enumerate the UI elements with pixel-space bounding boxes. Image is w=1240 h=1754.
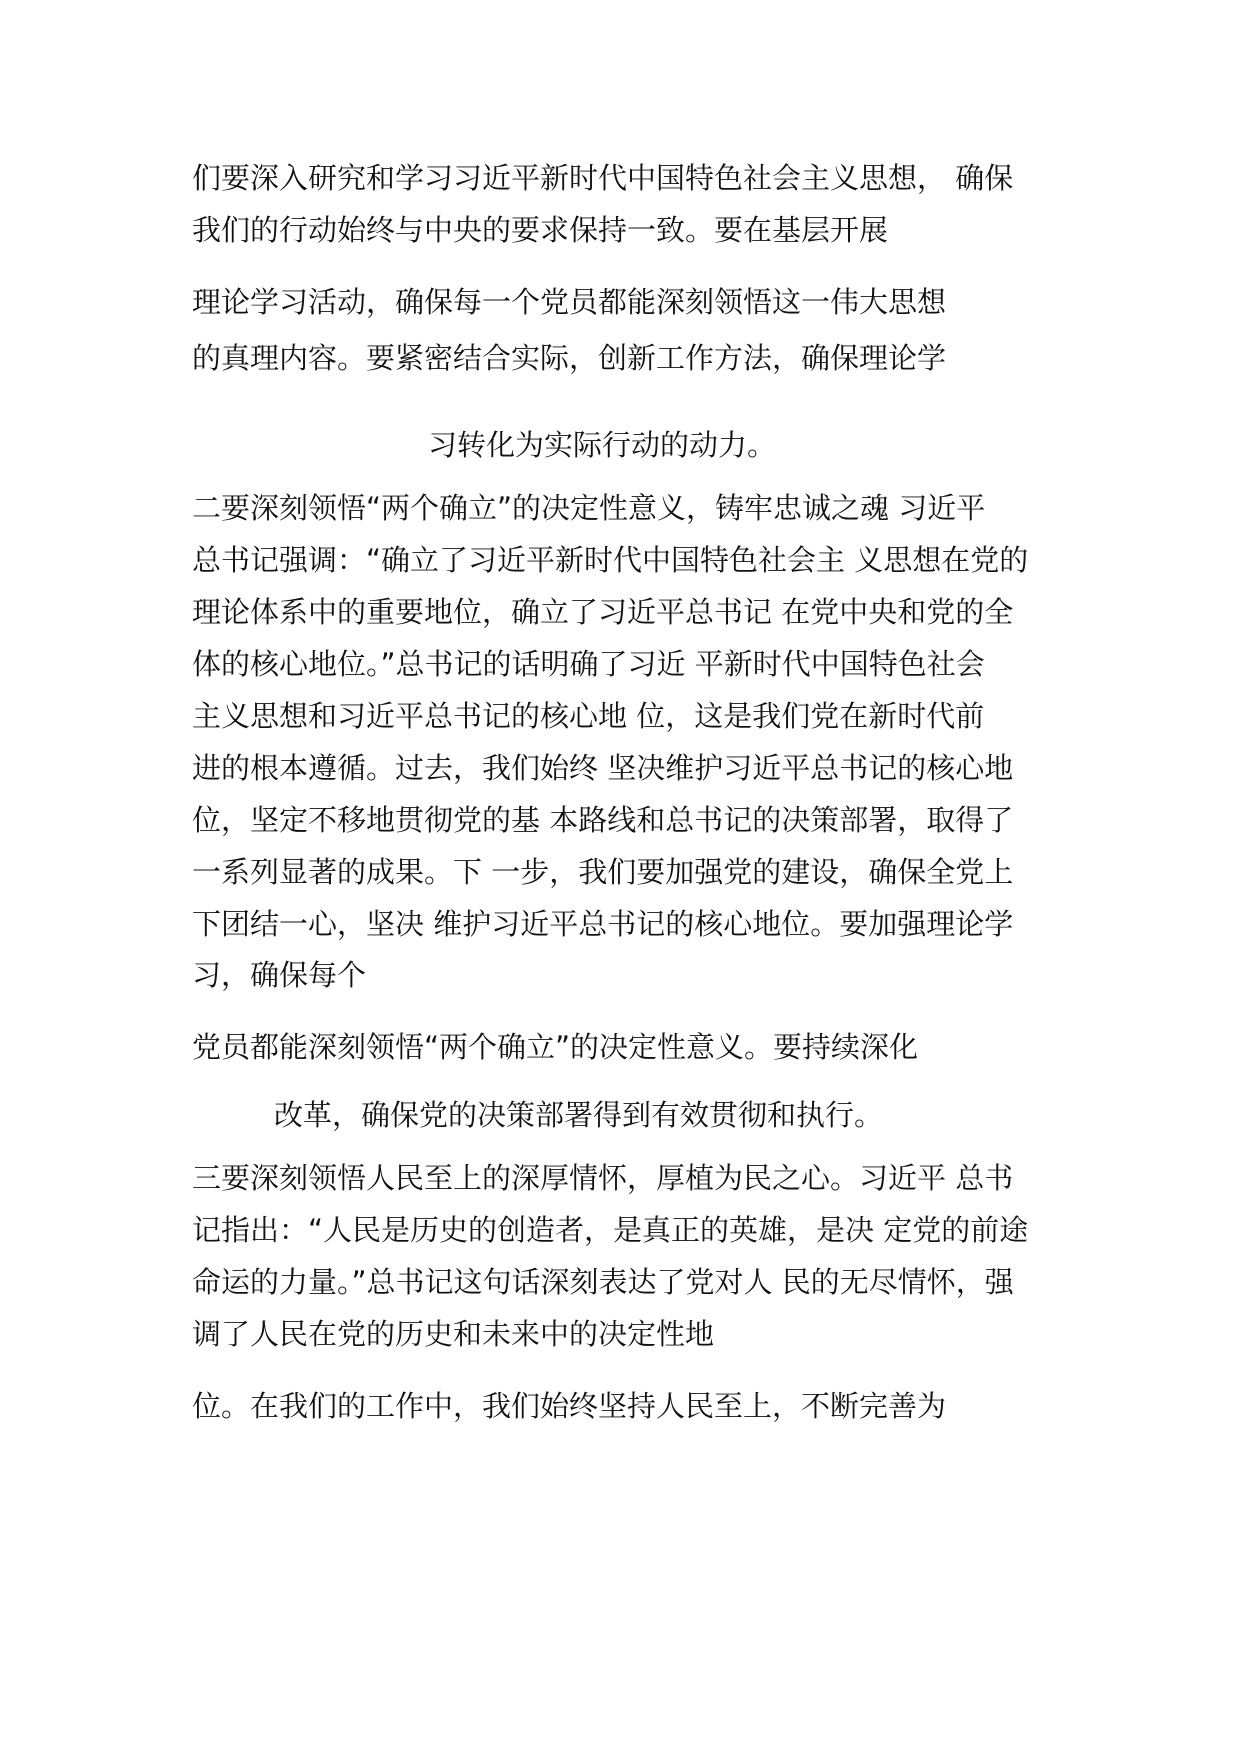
text-line: 下团结一心，坚决 维护习近平总书记的核心地位。要加强理论学 <box>192 907 1014 941</box>
text-line: 调了人民在党的历史和未来中的决定性地 <box>192 1317 715 1351</box>
text-line: 进的根本遵循。过去，我们始终 坚决维护习近平总书记的核心地 <box>192 751 1014 785</box>
text-line: 改革，确保党的决策部署得到有效贯彻和执行。 <box>274 1098 884 1132</box>
text-line: 我们的行动始终与中央的要求保持一致。要在基层开展 <box>192 213 889 247</box>
text-line: 位。在我们的工作中，我们始终坚持人民至上，不断完善为 <box>192 1389 947 1423</box>
text-line: 的真理内容。要紧密结合实际，创新工作方法，确保理论学 <box>192 341 947 375</box>
text-line: 记指出：“人民是历史的创造者，是真正的英雄，是决 定党的前途 <box>192 1213 1029 1247</box>
text-line: 三要深刻领悟人民至上的深厚情怀，厚植为民之心。习近平 总书 <box>192 1161 1014 1195</box>
text-line: 习转化为实际行动的动力。 <box>428 428 777 462</box>
text-line: 习，确保每个 <box>192 958 367 992</box>
text-line: 理论学习活动，确保每一个党员都能深刻领悟这一伟大思想 <box>192 285 947 319</box>
text-line: 体的核心地位。”总书记的话明确了习近 平新时代中国特色社会 <box>192 647 985 681</box>
text-line: 一系列显著的成果。下 一步，我们要加强党的建设，确保全党上 <box>192 855 1014 889</box>
text-line: 党员都能深刻领悟“两个确立”的决定性意义。要持续深化 <box>192 1030 919 1064</box>
text-line: 理论体系中的重要地位，确立了习近平总书记 在党中央和党的全 <box>192 595 1014 629</box>
text-line: 命运的力量。”总书记这句话深刻表达了党对人 民的无尽情怀，强 <box>192 1265 1014 1299</box>
text-line: 总书记强调：“确立了习近平新时代中国特色社会主 义思想在党的 <box>192 543 1029 577</box>
text-line: 们要深入研究和学习习近平新时代中国特色社会主义思想， 确保 <box>192 161 1014 195</box>
text-line: 主义思想和习近平总书记的核心地 位，这是我们党在新时代前 <box>192 699 985 733</box>
text-line: 二要深刻领悟“两个确立”的决定性意义，铸牢忠诚之魂 习近平 <box>192 491 986 525</box>
text-line: 位，坚定不移地贯彻党的基 本路线和总书记的决策部署，取得了 <box>192 803 1014 837</box>
